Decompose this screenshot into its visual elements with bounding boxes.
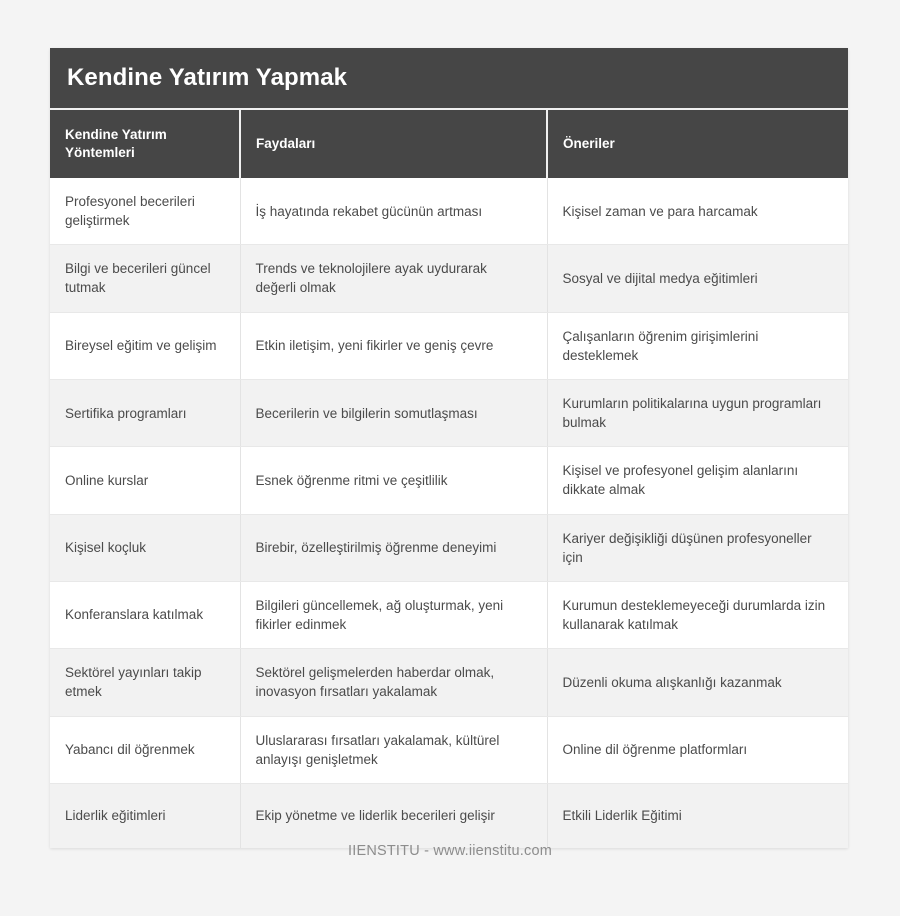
cell-suggestion: Düzenli okuma alışkanlığı kazanmak [547, 649, 848, 716]
card-title-bar [50, 48, 848, 110]
column-header-suggestions: Öneriler [547, 110, 848, 178]
column-header-methods: Kendine Yatırım Yöntemleri [50, 110, 240, 178]
investment-table-card [50, 48, 848, 848]
cell-method: Bilgi ve becerileri güncel tutmak [50, 245, 240, 312]
table-row [50, 245, 848, 312]
cell-method: Kişisel koçluk [50, 514, 240, 581]
cell-suggestion: Kurumun desteklemeyeceği durumlarda izin kullanarak katılmak [547, 581, 848, 648]
cell-benefit: Birebir, özelleştirilmiş öğrenme deneyimi [240, 514, 547, 581]
cell-benefit: İş hayatında rekabet gücünün artması [240, 178, 547, 245]
cell-method: Konferanslara katılmak [50, 581, 240, 648]
table-body [50, 178, 848, 848]
cell-benefit: Uluslararası fırsatları yakalamak, kültürel anlayışı genişletmek [240, 716, 547, 783]
cell-suggestion: Kariyer değişikliği düşünen profesyoneller için [547, 514, 848, 581]
table-row [50, 581, 848, 648]
cell-method: Yabancı dil öğrenmek [50, 716, 240, 783]
cell-benefit: Becerilerin ve bilgilerin somutlaşması [240, 379, 547, 446]
table-row [50, 447, 848, 514]
cell-suggestion: Online dil öğrenme platformları [547, 716, 848, 783]
cell-benefit: Sektörel gelişmelerden haberdar olmak, inovasyon fırsatları yakalamak [240, 649, 547, 716]
cell-method: Liderlik eğitimleri [50, 783, 240, 848]
cell-method: Profesyonel becerileri geliştirmek [50, 178, 240, 245]
table-row [50, 312, 848, 379]
cell-suggestion: Kurumların politikalarına uygun programları bulmak [547, 379, 848, 446]
table-row [50, 649, 848, 716]
cell-benefit: Esnek öğrenme ritmi ve çeşitlilik [240, 447, 547, 514]
cell-benefit: Bilgileri güncellemek, ağ oluşturmak, yeni fikirler edinmek [240, 581, 547, 648]
table-header-row [50, 110, 848, 178]
table-header [50, 110, 848, 178]
cell-benefit: Etkin iletişim, yeni fikirler ve geniş çevre [240, 312, 547, 379]
table-row [50, 379, 848, 446]
column-header-benefits: Faydaları [240, 110, 547, 178]
cell-benefit: Trends ve teknolojilere ayak uydurarak değerli olmak [240, 245, 547, 312]
table-row [50, 514, 848, 581]
footer-attribution: IIENSTITU - www.iienstitu.com [348, 843, 552, 859]
cell-method: Sertifika programları [50, 379, 240, 446]
cell-suggestion: Kişisel ve profesyonel gelişim alanlarını dikkate almak [547, 447, 848, 514]
investment-methods-table [50, 110, 848, 848]
cell-method: Sektörel yayınları takip etmek [50, 649, 240, 716]
table-row [50, 716, 848, 783]
cell-suggestion: Çalışanların öğrenim girişimlerini desteklemek [547, 312, 848, 379]
cell-method: Online kurslar [50, 447, 240, 514]
cell-suggestion: Etkili Liderlik Eğitimi [547, 783, 848, 848]
page-title: Kendine Yatırım Yapmak [67, 63, 348, 91]
table-row [50, 178, 848, 245]
cell-method: Bireysel eğitim ve gelişim [50, 312, 240, 379]
table-row [50, 783, 848, 848]
cell-benefit: Ekip yönetme ve liderlik becerileri gelişir [240, 783, 547, 848]
cell-suggestion: Sosyal ve dijital medya eğitimleri [547, 245, 848, 312]
cell-suggestion: Kişisel zaman ve para harcamak [547, 178, 848, 245]
